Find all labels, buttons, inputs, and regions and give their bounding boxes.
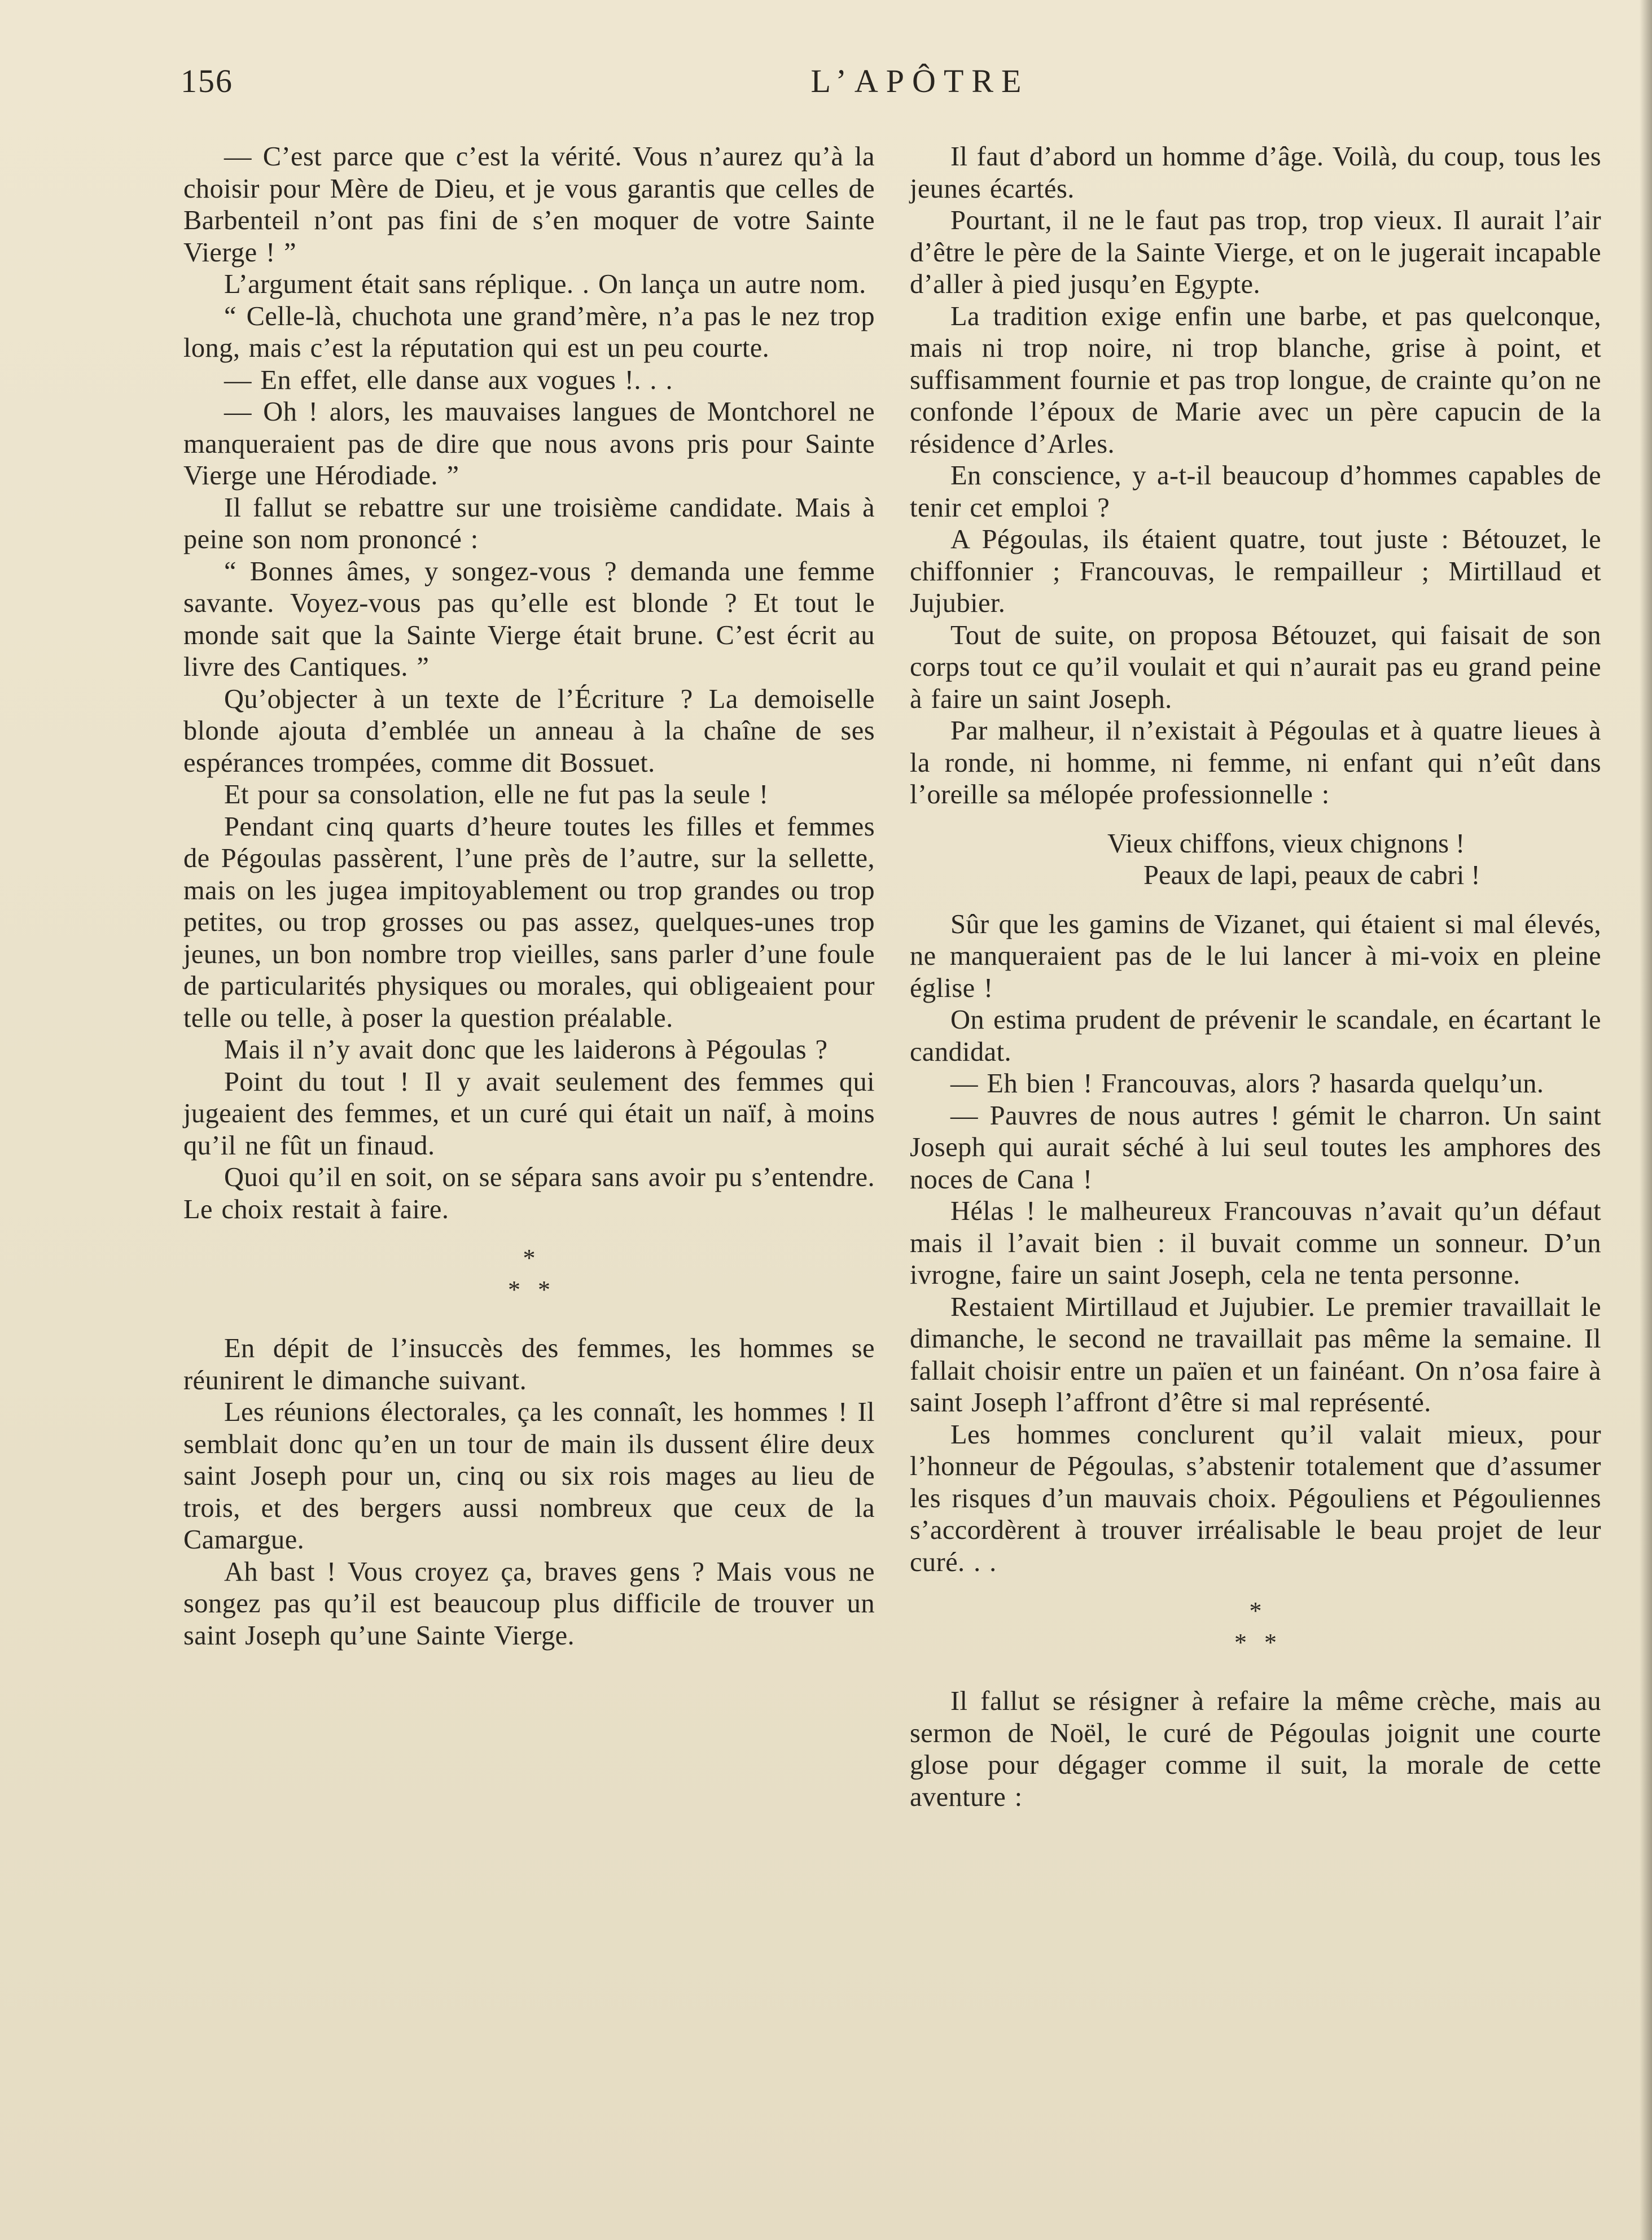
paragraph: Quoi qu’il en soit, on se sépara sans avoir pu s’entendre. Le choix restait à faire.	[183, 1162, 875, 1224]
asterism-bottom: * *	[508, 1276, 550, 1303]
paragraph: Point du tout ! Il y avait seulement des femmes qui jugeaient des femmes, et un curé qui était un naïf, à moins qu’il ne fût un finaud.	[183, 1066, 875, 1161]
verse-line: Vieux chiffons, vieux chignons !	[1107, 828, 1465, 859]
paragraph: Les hommes conclurent qu’il valait mieux, pour l’honneur de Pégoulas, s’abstenir totalement que d’assumer les risques d’un mauvais choix. Pégouliens et Pégouliennes s’accordèrent à trouver irréalisable le beau projet de leur curé. . .	[910, 1419, 1601, 1577]
paragraph: Sûr que les gamins de Vizanet, qui étaient si mal élevés, ne manqueraient pas de le lui lancer à mi-voix en pleine église !	[910, 909, 1601, 1003]
paragraph: Les réunions électorales, ça les connaît, les hommes ! Il semblait donc qu’en un tour de main ils dussent élire deux saint Joseph pour un, cinq ou six rois mages au lieu de trois, et des bergers aussi nombreux que ceux de la Camargue.	[183, 1397, 875, 1555]
paragraph: A Pégoulas, ils étaient quatre, tout juste : Bétouzet, le chiffonnier ; Francouvas, le rempailleur ; Mirtillaud et Jujubier.	[910, 524, 1601, 618]
paragraph: Il fallut se résigner à refaire la même crèche, mais au sermon de Noël, le curé de Pégoulas joignit une courte glose pour dégager comme il suit, la morale de cette aventure :	[910, 1686, 1601, 1812]
paragraph: La tradition exige enfin une barbe, et pas quelconque, mais ni trop noire, ni trop blanche, grise à point, et suffisamment fournie et pas trop longue, de crainte qu’on ne confonde l’époux de Marie avec un père capucin de la résidence d’Arles.	[910, 301, 1601, 459]
paragraph: — En effet, elle danse aux vogues !. . .	[224, 365, 673, 395]
paragraph: “ Celle-là, chuchota une grand’mère, n’a pas le nez trop long, mais c’est la réputation qui est un peu courte.	[183, 301, 875, 363]
paragraph: Pendant cinq quarts d’heure toutes les filles et femmes de Pégoulas passèrent, l’une près de l’autre, sur la sellette, mais on les jugea impitoyablement ou trop grandes ou trop petites, ou trop grosses ou pas assez, quelques-unes trop jeunes, un bon nombre trop vieilles, sans parler d’une foule de particularités physiques ou morales, qui obligeaient pour telle ou telle, à poser la question préalable.	[183, 811, 875, 1033]
section-break-asterism	[183, 1243, 875, 1306]
asterism-top: *	[523, 1244, 536, 1272]
paragraph: Et pour sa consolation, elle ne fut pas la seule !	[224, 780, 769, 810]
paragraph: Pourtant, il ne le faut pas trop, trop vieux. Il aurait l’air d’être le père de la Sainte Vierge, et on le jugerait incapable d’aller à pied jusqu’en Egypte.	[910, 205, 1601, 299]
verse-line: Peaux de lapi, peaux de cabri !	[1143, 860, 1480, 890]
left-column	[183, 141, 875, 1652]
paragraph: Qu’objecter à un texte de l’Écriture ? La demoiselle blonde ajouta d’emblée un anneau à la chaîne de ses espérances trompées, comme dit Bossuet.	[183, 684, 875, 778]
paragraph: Ah bast ! Vous croyez ça, braves gens ? Mais vous ne songez pas qu’il est beaucoup plus difficile de trouver un saint Joseph qu’une Sainte Vierge.	[183, 1556, 875, 1651]
paragraph: — Eh bien ! Francouvas, alors ? hasarda quelqu’un.	[950, 1069, 1544, 1099]
section-break-asterism	[910, 1595, 1601, 1659]
paragraph: Mais il n’y avait donc que les laiderons à Pégoulas ?	[224, 1035, 828, 1065]
paragraph: — Pauvres de nous autres ! gémit le charron. Un saint Joseph qui aurait séché à lui seul toutes les amphores des noces de Cana !	[910, 1100, 1601, 1195]
page-header	[181, 62, 1614, 113]
paragraph: “ Bonnes âmes, y songez-vous ? demanda une femme savante. Voyez-vous pas qu’elle est blonde ? Et tout le monde sait que la Sainte Vierge était brune. C’est écrit au livre des Cantiques. ”	[183, 556, 875, 682]
paragraph: Hélas ! le malheureux Francouvas n’avait qu’un défaut mais il l’avait bien : il buvait comme un sonneur. D’un ivrogne, faire un saint Joseph, cela ne tenta personne.	[910, 1196, 1601, 1290]
paragraph: — Oh ! alors, les mauvaises langues de Montchorel ne manqueraient pas de dire que nous avons pris pour Sainte Vierge une Hérodiade. ”	[183, 397, 875, 491]
paragraph: Restaient Mirtillaud et Jujubier. Le premier travaillait le dimanche, le second ne travaillait pas même la semaine. Il fallait choisir entre un païen et un fainéant. On n’osa faire à saint Joseph l’affront d’être si mal représenté.	[910, 1292, 1601, 1418]
right-column	[910, 141, 1601, 1813]
paragraph: Par malheur, il n’existait à Pégoulas et à quatre lieues à la ronde, ni homme, ni femme, ni enfant qui n’eût dans l’oreille sa mélopée professionnelle :	[910, 716, 1601, 810]
running-title: L’APÔTRE	[810, 63, 1029, 99]
paragraph: Il fallut se rebattre sur une troisième candidate. Mais à peine son nom prononcé :	[183, 492, 875, 554]
page-number: 156	[181, 63, 233, 99]
paragraph: En conscience, y a-t-il beaucoup d’hommes capables de tenir cet emploi ?	[910, 461, 1601, 523]
paragraph: — C’est parce que c’est la vérité. Vous n’aurez qu’à la choisir pour Mère de Dieu, et je vous garantis que celles de Barbenteil n’ont pas fini de s’en moquer de votre Sainte Vierge ! ”	[183, 142, 875, 268]
verse-quote	[910, 828, 1601, 892]
paragraph: L’argument était sans réplique. . On lança un autre nom.	[224, 269, 866, 299]
asterism-top: *	[1249, 1597, 1262, 1625]
paragraph: En dépit de l’insuccès des femmes, les hommes se réunirent le dimanche suivant.	[183, 1333, 875, 1395]
paragraph: On estima prudent de prévenir le scandale, en écartant le candidat.	[910, 1005, 1601, 1067]
paragraph: Il faut d’abord un homme d’âge. Voilà, du coup, tous les jeunes écartés.	[910, 142, 1601, 204]
page-edge-shadow	[1640, 0, 1652, 2240]
asterism-bottom: * *	[1234, 1629, 1277, 1656]
paragraph: Tout de suite, on proposa Bétouzet, qui faisait de son corps tout ce qu’il voulait et qui n’aurait pas eu grand peine à faire un saint Joseph.	[910, 620, 1601, 714]
